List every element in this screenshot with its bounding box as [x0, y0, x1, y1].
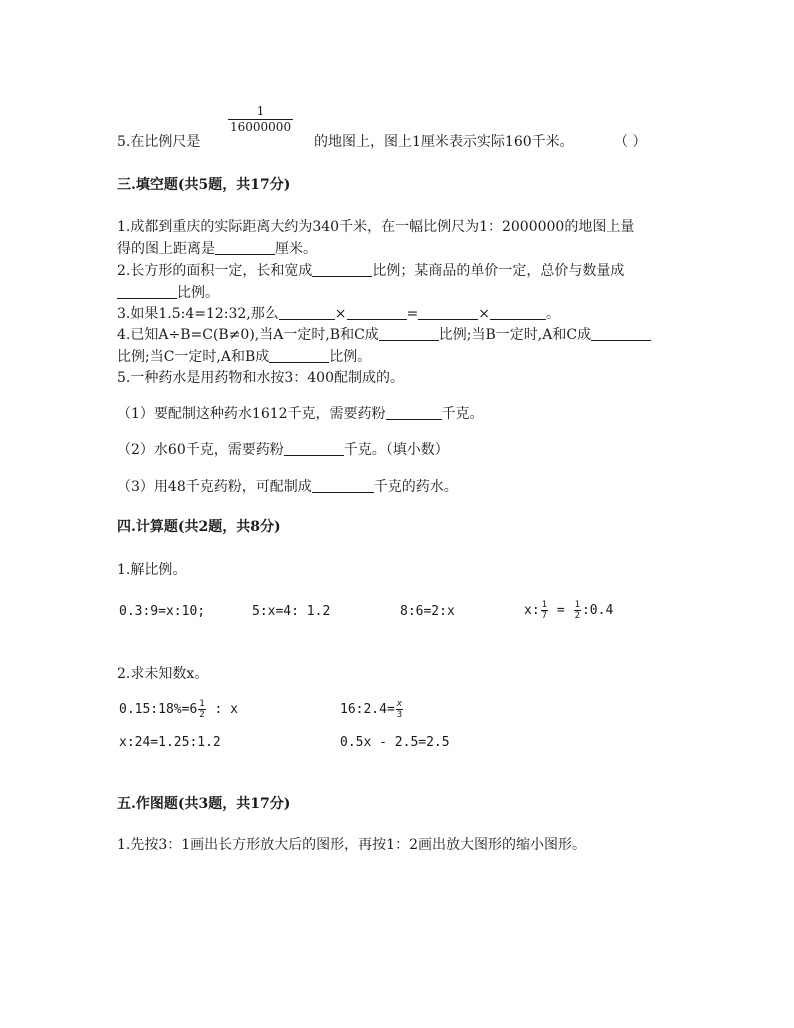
- section5-title: 五.作图题(共3题，共17分): [117, 796, 291, 812]
- s4-eq4-frac-1-den: 7: [541, 611, 548, 621]
- s3-q2-text-b: 比例；某商品的单价一定，总价与数量成: [372, 263, 625, 279]
- s3-q4-text-d: 比例。: [329, 349, 372, 365]
- scale-fraction: [228, 104, 293, 135]
- s3-q5-1-blank[interactable]: [386, 405, 442, 420]
- s3-q5-2: [117, 439, 449, 459]
- s3-q3-end: 。: [545, 306, 560, 322]
- s3-q5-1: [117, 403, 484, 423]
- s3-q5-2-blank[interactable]: [284, 441, 344, 456]
- s3-q3-blank-3[interactable]: [418, 305, 478, 320]
- s3-q1-blank[interactable]: [215, 240, 275, 255]
- s3-q3-blank-4[interactable]: [490, 305, 546, 320]
- s3-q2-line1: [117, 260, 624, 280]
- s4-eq7: x:24=1.25:1.2: [119, 735, 221, 750]
- s3-q5-3-text-b: 千克的药水。: [373, 479, 458, 495]
- scale-denominator: 16000000: [230, 120, 292, 134]
- s3-q4-line2: [117, 346, 371, 366]
- s4-eq1: 0.3:9=x:10;: [119, 604, 206, 619]
- s3-q4-text-c: 比例;当C一定时,A和B成: [117, 349, 270, 365]
- s4-eq6-frac-num: x: [396, 699, 403, 709]
- s4-eq3: 8:6=2:x: [400, 604, 455, 619]
- section3-title: 三.填空题(共5题，共17分): [117, 177, 291, 193]
- s3-q1-line2: [117, 238, 317, 258]
- s4-eq5-frac-den: 2: [199, 710, 205, 720]
- section4-title: 四.计算题(共2题，共8分): [117, 519, 281, 535]
- s3-q2-text-c: 比例。: [177, 285, 219, 301]
- s3-q5-line: 5.一种药水是用药物和水按3：400配制成的。: [117, 370, 404, 386]
- s3-q3-times-2: ×: [478, 306, 490, 322]
- s3-q2-text-a: 2.长方形的面积一定，长和宽成: [117, 263, 313, 279]
- s4-eq6: [340, 699, 404, 720]
- s3-q5-2-text-b: 千克。（填小数）: [343, 442, 449, 458]
- s3-q1-text-a: 得的图上距离是: [117, 241, 215, 257]
- s3-q1-text-b: 厘米。: [275, 241, 317, 257]
- s4-eq6-frac-den: 3: [396, 710, 403, 720]
- s3-q5-3-text-a: （3）用48千克药粉，可配制成: [117, 479, 312, 495]
- s4-eq6-a: 16:2.4=: [340, 702, 395, 717]
- s3-q3-text: 3.如果1.5:4=12:32,那么: [117, 306, 279, 322]
- s3-q5-1-text-b: 千克。: [441, 406, 484, 422]
- s4-eq5-a: 0.15:18%=6: [119, 702, 198, 717]
- s4-eq4-a: x:: [524, 603, 540, 618]
- scale-numerator: 1: [228, 104, 293, 120]
- s3-q4-blank-1[interactable]: [379, 326, 439, 341]
- s3-q4-text-a: 4.已知A÷B=C(B≠0),当A一定时,B和C成: [117, 327, 379, 343]
- s4-eq4-eq: =: [549, 603, 573, 618]
- s3-q4-text-b: 比例;当B一定时,A和C成: [438, 327, 592, 343]
- s4-eq2: 5:x=4: 1.2: [252, 604, 331, 619]
- s4-eq4-frac-1-num: 1: [541, 600, 548, 610]
- s3-q4-blank-2[interactable]: [591, 326, 651, 341]
- s3-q2-line2: [117, 282, 219, 302]
- s3-q5-3: [117, 476, 458, 496]
- s4-eq4-frac-1: [541, 600, 548, 621]
- q5-suffix: 的地图上，图上1厘米表示实际160千米。: [314, 134, 574, 150]
- s4-eq4-b: :0.4: [581, 603, 614, 618]
- s3-q3-blank-2[interactable]: [347, 305, 407, 320]
- s4-eq8: 0.5x - 2.5=2.5: [340, 735, 450, 750]
- s3-q3-equals: =: [406, 306, 419, 322]
- s4-q2: 2.求未知数x。: [117, 666, 209, 682]
- s3-q1-line1: 1.成都到重庆的实际距离大约为340千米，在一幅比例尺为1：2000000的地图上量: [117, 219, 635, 235]
- s4-eq5-b: : x: [206, 702, 239, 717]
- s3-q5-3-blank[interactable]: [312, 478, 374, 493]
- s4-eq4-frac-2-den: 2: [574, 611, 580, 621]
- s4-eq4-frac-2-num: 1: [574, 600, 580, 610]
- s3-q3-times-1: ×: [334, 306, 347, 322]
- s3-q4-line1: [117, 324, 651, 344]
- s4-eq4-frac-2: [574, 600, 581, 621]
- s4-eq5: [119, 699, 238, 720]
- s3-q5-1-text-a: （1）要配制这种药水1612千克，需要药粉: [117, 406, 386, 422]
- s3-q2-blank-2[interactable]: [117, 284, 177, 299]
- s4-eq6-frac: [396, 699, 403, 720]
- s3-q2-blank-1[interactable]: [312, 262, 372, 277]
- s3-q3-blank-1[interactable]: [279, 305, 335, 320]
- s5-q1: 1.先按3：1画出长方形放大后的图形，再按1：2画出放大图形的缩小图形。: [117, 837, 586, 853]
- q5-prefix: 5.在比例尺是: [117, 134, 201, 150]
- s4-q1: 1.解比例。: [117, 562, 187, 578]
- s4-eq4: [524, 600, 613, 621]
- s3-q4-blank-3[interactable]: [269, 348, 329, 363]
- s3-q5-2-text-a: （2）水60千克，需要药粉: [117, 442, 284, 458]
- s4-eq5-frac: [198, 699, 205, 720]
- q5-answer-paren[interactable]: （ ）: [614, 134, 647, 150]
- s4-eq5-frac-num: 1: [199, 699, 205, 709]
- s3-q3-line: [117, 303, 560, 323]
